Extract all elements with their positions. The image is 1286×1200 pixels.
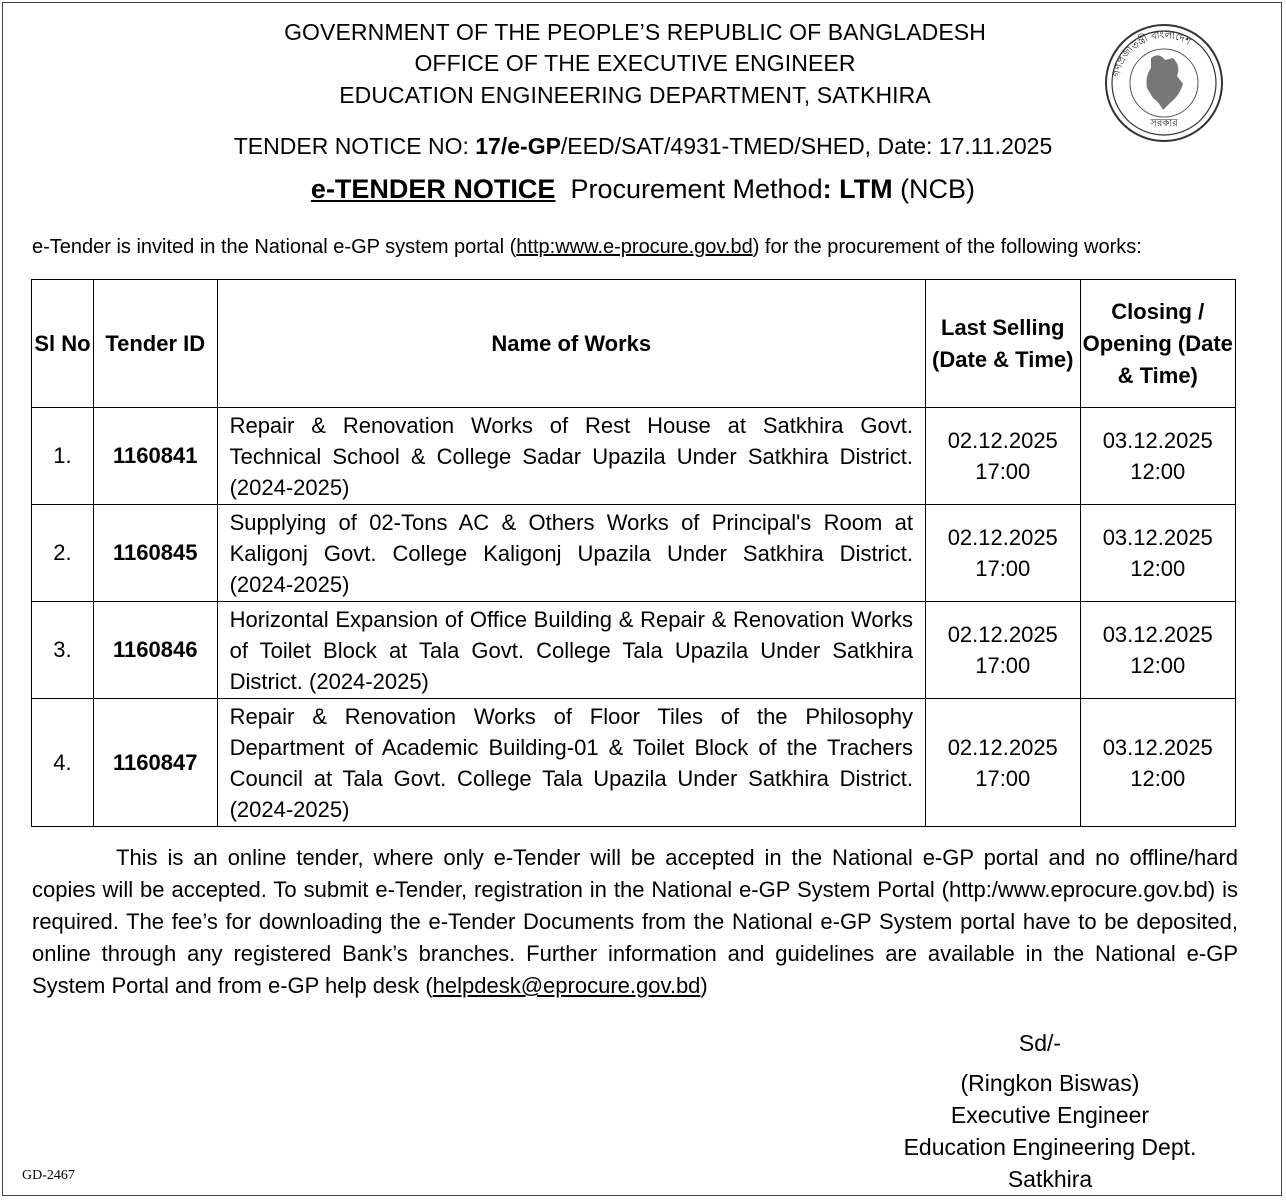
row-last-selling [926,408,1081,505]
last-selling-date: 02.12.2025 [947,428,1058,453]
row-tender-id: 1160841 [93,408,217,505]
instructions-close: ) [700,973,708,998]
row-sl: 1. [32,408,94,505]
procurement-method-value: : LTM [822,174,893,204]
row-sl: 4. [32,699,94,827]
table-row [32,602,1236,699]
table-row [32,408,1236,505]
government-seal-icon [1103,22,1225,144]
row-work-name: Repair & Renovation Works of Floor Tiles of the Philosophy Department of Academic Building-01 & Toilet Block of the Trachers Council at Tala Govt. College Tala Upazila Under Satkhira District. (2024-2025) [217,699,925,827]
table-header-row [32,280,1236,408]
tender-notice-number [0,133,1286,160]
closing-date: 03.12.2025 [1102,525,1213,550]
header-government: GOVERNMENT OF THE PEOPLE’S REPUBLIC OF BANGLADESH [284,19,986,45]
last-selling-time: 17:00 [975,556,1031,581]
procurement-method-label: Procurement Method [570,174,823,204]
row-last-selling [926,602,1081,699]
intro-before: e-Tender is invited in the National e-GP system portal ( [32,236,517,258]
last-selling-date: 02.12.2025 [947,525,1058,550]
row-last-selling [926,699,1081,827]
egp-portal-link[interactable]: http:www.e-procure.gov.bd [516,236,753,258]
seal-bottom-text: সরকার [1150,118,1178,129]
row-tender-id: 1160847 [93,699,217,827]
instructions-paragraph [32,842,1238,1002]
signatory-title: Executive Engineer [950,1102,1150,1128]
row-work-name: Horizontal Expansion of Office Building & Repair & Renovation Works of Toilet Block at Tala Govt. College Tala Upazila Under Satkhira District. (2024-2025) [217,602,925,699]
ad-code: GD-2467 [22,1168,75,1183]
row-work-name: Repair & Renovation Works of Rest House at Satkhira Govt. Technical School & College Sadar Upazila Under Satkhira District. (2024-2025) [217,408,925,505]
tender-table [31,279,1236,827]
procurement-method-suffix: (NCB) [892,174,976,204]
last-selling-time: 17:00 [975,765,1031,791]
last-selling-time: 17:00 [975,653,1031,678]
header-name-of-works: Name of Works [217,280,925,408]
last-selling-date: 02.12.2025 [947,734,1058,760]
tender-no-prefix: TENDER NOTICE NO: [233,133,476,159]
intro-after: ) for the procurement of the following works: [752,236,1142,258]
intro-text [32,236,1142,259]
row-sl: 2. [32,505,94,602]
last-selling-time: 17:00 [975,459,1031,484]
instructions-text: This is an online tender, where only e-Tender will be accepted in the National e-GP portal and no offline/hard copies will be accepted. To submit e-Tender, registration in the National e-GP System Portal (http:/www.eprocure.gov.bd) is required. The fee’s for downloading the e-Tender Documents from the National e-GP System portal have to be deposited, online through any registered Bank’s branches. Further information and guidelines are available in the National e-GP System Portal and from e-GP help desk ( [32,845,1238,998]
tender-no-bold: 17/e-GP [475,133,561,159]
table-row [32,699,1236,827]
closing-time: 12:00 [1130,765,1186,791]
closing-time: 12:00 [1130,653,1186,678]
closing-time: 12:00 [1130,459,1186,484]
helpdesk-email-link[interactable]: helpdesk@eprocure.gov.bd [432,973,701,998]
etender-notice-heading: e-TENDER NOTICE [310,174,556,204]
seal-top-text: গণপ্রজাতন্ত্রী বাংলাদেশ [1111,29,1193,78]
header-closing-opening: Closing / Opening (Date & Time) [1080,280,1236,408]
signatory-name: (Ringkon Biswas) [960,1070,1140,1096]
header-department: EDUCATION ENGINEERING DEPARTMENT, SATKHIRA [339,82,931,108]
row-closing-opening [1080,602,1236,699]
notice-title [0,174,1286,205]
row-work-name: Supplying of 02-Tons AC & Others Works of Principal's Room at Kaligonj Govt. College Kaligonj Upazila Under Satkhira District. (2024-2025) [217,505,925,602]
header-last-selling: Last Selling (Date & Time) [926,280,1081,408]
header-sl-no: Sl No [32,280,94,408]
row-closing-opening [1080,699,1236,827]
table-row [32,505,1236,602]
closing-date: 03.12.2025 [1102,622,1213,647]
signatory-department: Education Engineering Dept. [903,1134,1197,1160]
header-office: OFFICE OF THE EXECUTIVE ENGINEER [414,50,856,76]
closing-date: 03.12.2025 [1102,734,1213,760]
closing-date: 03.12.2025 [1102,428,1213,453]
header-tender-id: Tender ID [93,280,217,408]
row-tender-id: 1160846 [93,602,217,699]
row-closing-opening [1080,408,1236,505]
row-closing-opening [1080,505,1236,602]
row-sl: 3. [32,602,94,699]
row-tender-id: 1160845 [93,505,217,602]
row-last-selling [926,505,1081,602]
signatory-place: Satkhira [1007,1166,1093,1192]
tender-no-rest: /EED/SAT/4931-TMED/SHED, Date: 17.11.2025 [560,133,1053,159]
closing-time: 12:00 [1130,556,1186,581]
signature-sd: Sd/- [1018,1030,1062,1056]
last-selling-date: 02.12.2025 [947,622,1058,647]
